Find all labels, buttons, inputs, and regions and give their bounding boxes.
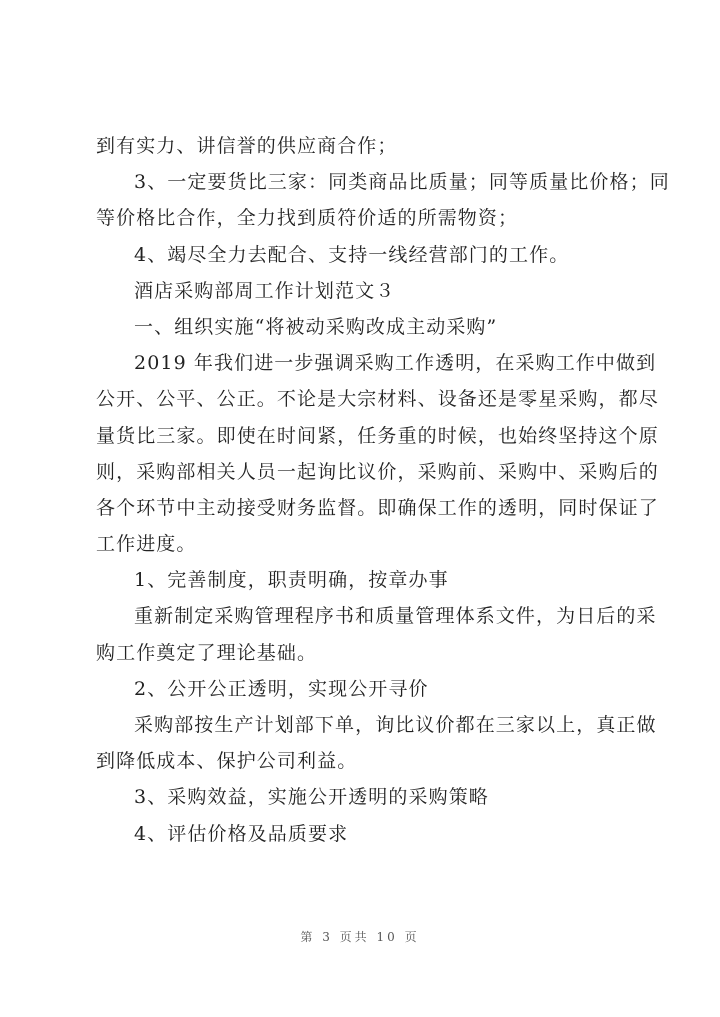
- text-line: 2019 年我们进一步强调采购工作透明，在采购工作中做到: [134, 352, 657, 375]
- text-line: 等价格比合作，全力找到质符价适的所需物资；: [96, 207, 519, 230]
- text-line: 采购部按生产计划部下单，询比议价都在三家以上，真正做: [134, 714, 657, 736]
- text-line: 到有实力、讲信誉的供应商合作；: [96, 135, 398, 157]
- text-line: 到降低成本、保护公司利益。: [96, 750, 358, 773]
- text-line: 3、一定要货比三家：同类商品比质量；同等质量比价格；同: [134, 171, 670, 194]
- text-line: 各个环节中主动接受财务监督。即确保工作的透明，同时保证了: [96, 496, 659, 519]
- subheading: 4、评估价格及品质要求: [134, 822, 349, 845]
- text-line: 重新制定采购管理程序书和质量管理体系文件，为日后的采: [134, 605, 657, 628]
- text-line: 工作进度。: [96, 533, 197, 556]
- text-line: 量货比三家。即使在时间紧，任务重的时候，也始终坚持这个原: [96, 424, 659, 447]
- text-line: 公开、公平、公正。不论是大宗材料、设备还是零星采购，都尽: [96, 388, 659, 411]
- text-line: 则，采购部相关人员一起询比议价，采购前、采购中、采购后的: [96, 460, 659, 483]
- text-line: 购工作奠定了理论基础。: [96, 641, 318, 664]
- page-number: 第 3 页共 10 页: [300, 930, 420, 944]
- section-title: 酒店采购部周工作计划范文３: [134, 279, 396, 302]
- subheading: 1、完善制度，职责明确，按章办事: [134, 569, 449, 592]
- subheading: 3、采购效益，实施公开透明的采购策略: [134, 786, 489, 809]
- document-body: [96, 128, 670, 852]
- subheading: 2、公开公正透明，实现公开寻价: [134, 677, 429, 700]
- text-line: 4、竭尽全力去配合、支持一线经营部门的工作。: [134, 243, 570, 266]
- section-heading: 一、组织实施“将被动采购改成主动采购”: [134, 315, 498, 338]
